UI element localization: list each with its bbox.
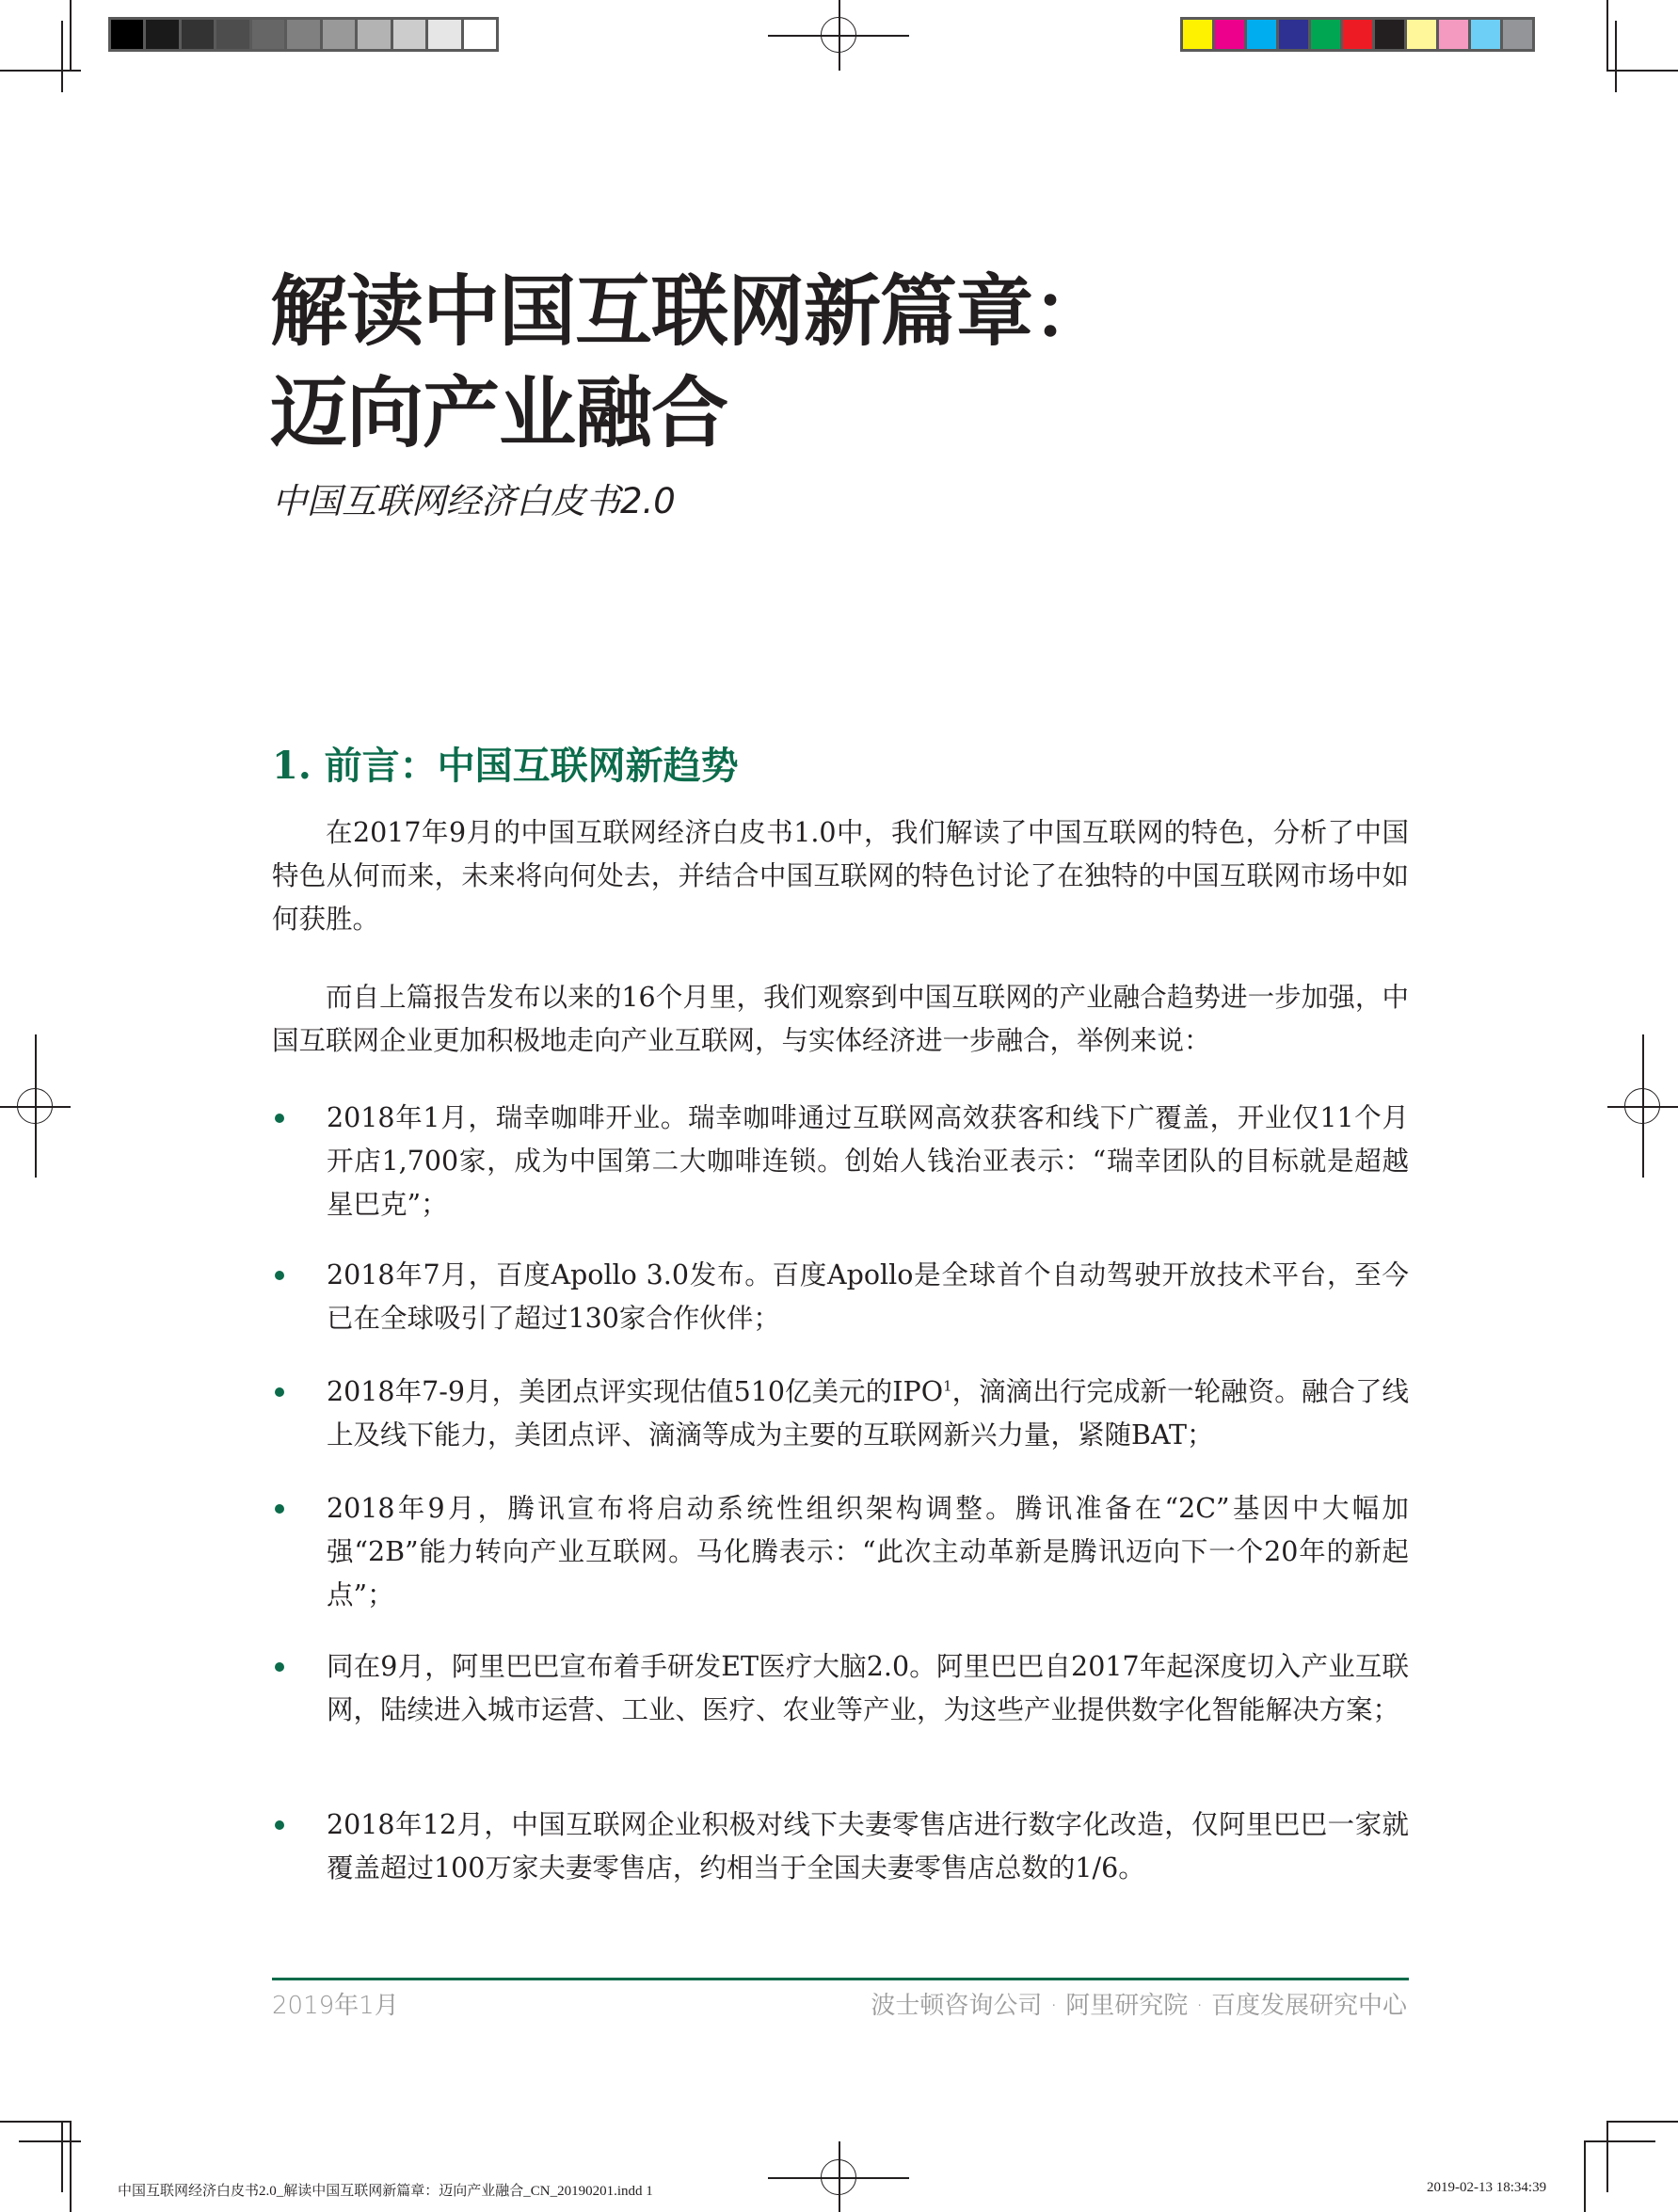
footer-divider [272,1978,1409,1980]
bullet-dot-icon [275,1820,284,1830]
color-swatch [287,20,319,49]
color-swatch [1183,20,1212,49]
slug-file-name: 中国互联网经济白皮书2.0_解读中国互联网新篇章：迈向产业融合_CN_20190201.indd 1 [118,2184,653,2199]
bullet-item [272,1803,1409,1890]
color-swatch [428,20,460,49]
color-swatch [1439,20,1468,49]
color-swatch [464,20,496,49]
color-swatch [252,20,284,49]
color-swatch [1375,20,1404,49]
bullet-text-part: 2018年7-9月，美团点评实现估值510亿美元的IPO [327,1376,944,1407]
slug-timestamp: 2019-02-13 18:34:39 [1427,2180,1547,2195]
bullet-dot-icon [275,1662,284,1672]
bullet-item [272,1370,1409,1457]
bullet-item [272,1645,1409,1732]
document-title-line-2: 迈向产业融合 [270,368,728,458]
bullet-dot-icon [275,1271,284,1280]
bullet-item [272,1254,1409,1340]
bullet-dot-icon [275,1387,284,1397]
document-title-line-1: 解读中国互联网新篇章： [270,266,1110,357]
grayscale-color-bar [108,17,499,52]
color-swatch [1247,20,1276,49]
color-swatch [1343,20,1372,49]
color-swatch [1503,20,1532,49]
bullet-dot-icon [275,1114,284,1123]
color-swatch [323,20,355,49]
bullet-item [272,1487,1409,1617]
footer-date: 2019年1月 [272,1992,399,2020]
color-swatch [358,20,390,49]
bullet-text: 2018年1月，瑞幸咖啡开业。瑞幸咖啡通过互联网高效获客和线下广覆盖，开业仅11个月开店1,700家，成为中国第二大咖啡连锁。创始人钱治亚表示：“瑞幸团队的目标就是超越星巴克”； [327,1102,1409,1220]
bullet-text [327,1370,1409,1457]
color-swatch [146,20,178,49]
bullet-item [272,1097,1409,1226]
color-swatch [1407,20,1436,49]
color-swatch [1215,20,1244,49]
color-swatch [393,20,425,49]
intro-paragraph-2: 而自上篇报告发布以来的16个月里，我们观察到中国互联网的产业融合趋势进一步加强，中国互联网企业更加积极地走向产业互联网，与实体经济进一步融合，举例来说： [272,982,1409,1056]
intro-paragraph-1: 在2017年9月的中国互联网经济白皮书1.0中，我们解读了中国互联网的特色，分析了中国特色从何而来，未来将向何处去，并结合中国互联网的特色讨论了在独特的中国互联网市场中如何获胜。 [272,817,1409,935]
color-swatch [1311,20,1340,49]
bullet-text: 2018年12月，中国互联网企业积极对线下夫妻零售店进行数字化改造，仅阿里巴巴一家就覆盖超过100万家夫妻零售店，约相当于全国夫妻零售店总数的1/6。 [327,1809,1409,1883]
bullet-text: 2018年7月，百度Apollo 3.0发布。百度Apollo是全球首个自动驾驶开放技术平台，至今已在全球吸引了超过130家合作伙伴； [327,1259,1409,1334]
section-heading: 1. 前言：中国互联网新趋势 [272,744,739,788]
bullet-text: 同在9月，阿里巴巴宣布着手研发ET医疗大脑2.0。阿里巴巴自2017年起深度切入产业互联网，陆续进入城市运营、工业、医疗、农业等产业，为这些产业提供数字化智能解决方案； [327,1651,1409,1725]
color-swatch [182,20,214,49]
process-color-bar [1180,17,1535,52]
color-swatch [1279,20,1308,49]
footer-organizations: 波士顿咨询公司 · 阿里研究院 · 百度发展研究中心 [871,1992,1407,2020]
bullet-text-part: ，滴滴出行完成新一轮融资。融合了线上及线下能力，美团点评、滴滴等成为主要的互联网新兴力量，紧随BAT； [327,1376,1409,1451]
document-subtitle: 中国互联网经济白皮书2.0 [272,481,676,521]
color-swatch [111,20,143,49]
bullet-dot-icon [275,1504,284,1514]
bullet-text: 2018年9月，腾讯宣布将启动系统性组织架构调整。腾讯准备在“2C”基因中大幅加强“2B”能力转向产业互联网。马化腾表示：“此次主动革新是腾讯迈向下一个20年的新起点”； [327,1493,1409,1611]
color-swatch [1471,20,1500,49]
color-swatch [216,20,248,49]
footnote-marker[interactable]: 1 [943,1377,952,1395]
